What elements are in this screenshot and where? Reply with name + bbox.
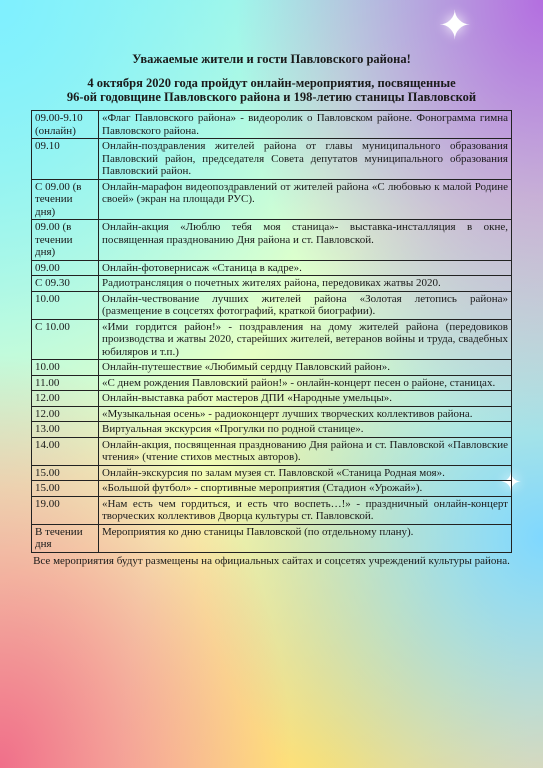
schedule-row	[32, 179, 512, 220]
sparkle-icon: ✦	[500, 468, 522, 497]
schedule-event: Онлайн-акция «Люблю тебя моя станица»- выставка-инсталляция в окне, посвященная празднованию Дня района и ст. Павловской.	[99, 220, 512, 261]
schedule-time: 10.00	[32, 291, 99, 319]
schedule-event: Онлайн-фотовернисаж «Станица в кадре».	[99, 260, 512, 276]
announcement	[31, 52, 512, 568]
sparkle-icon: ✦	[438, 3, 472, 48]
schedule-row	[32, 291, 512, 319]
schedule-row	[32, 524, 512, 552]
schedule-row	[32, 260, 512, 276]
schedule-row	[32, 220, 512, 261]
schedule-table	[31, 110, 512, 553]
schedule-event: Онлайн-марафон видеопоздравлений от жителей района «С любовью к малой Родине своей» (экран на площади РУС).	[99, 179, 512, 220]
schedule-time: 13.00	[32, 422, 99, 438]
schedule-event: «Флаг Павловского района» - видеоролик о Павловском районе. Фонограмма гимна Павловского района.	[99, 111, 512, 139]
schedule-row	[32, 496, 512, 524]
schedule-row	[32, 139, 512, 180]
schedule-event: «Музыкальная осень» - радиоконцерт лучших творческих коллективов района.	[99, 406, 512, 422]
greeting-heading: Уважаемые жители и гости Павловского района!	[132, 52, 411, 66]
schedule-row	[32, 319, 512, 360]
schedule-time: 15.00	[32, 465, 99, 481]
schedule-event: Виртуальная экскурсия «Прогулки по родной станице».	[99, 422, 512, 438]
schedule-event: Онлайн-выставка работ мастеров ДПИ «Народные умельцы».	[99, 391, 512, 407]
schedule-time: 19.00	[32, 496, 99, 524]
schedule-time: 10.00	[32, 360, 99, 376]
schedule-event: Онлайн-поздравления жителей района от главы муниципального образования Павловский район, председателя Совета депутатов муниципального образования Павловский район.	[99, 139, 512, 180]
schedule-time: 09.10	[32, 139, 99, 180]
schedule-time: В течении дня	[32, 524, 99, 552]
schedule-row	[32, 481, 512, 497]
schedule-time: 09.00-9.10 (онлайн)	[32, 111, 99, 139]
schedule-time: 09.00	[32, 260, 99, 276]
schedule-row	[32, 406, 512, 422]
intro-line-1: 4 октября 2020 года пройдут онлайн-мероприятия, посвященные	[87, 76, 456, 90]
schedule-row	[32, 391, 512, 407]
schedule-event: «Нам есть чем гордиться, и есть что воспеть…!» - праздничный онлайн-концерт творческих коллективов Дворца культуры ст. Павловской.	[99, 496, 512, 524]
schedule-event: «Большой футбол» - спортивные мероприятия (Стадион «Урожай»).	[99, 481, 512, 497]
schedule-time: С 09.30	[32, 276, 99, 292]
schedule-row	[32, 437, 512, 465]
schedule-time: С 10.00	[32, 319, 99, 360]
schedule-row	[32, 360, 512, 376]
schedule-time: 09.00 (в течении дня)	[32, 220, 99, 261]
schedule-time: С 09.00 (в течении дня)	[32, 179, 99, 220]
footer-note: Все мероприятия будут размещены на официальных сайтах и соцсетях учреждений культуры района.	[33, 554, 510, 567]
schedule-time: 12.00	[32, 406, 99, 422]
schedule-row	[32, 422, 512, 438]
schedule-event: Радиотрансляция о почетных жителях района, передовиках жатвы 2020.	[99, 276, 512, 292]
schedule-event: Онлайн-чествование лучших жителей района «Золотая летопись района» (размещение в соцсетях фотографий, краткой биографии).	[99, 291, 512, 319]
schedule-event: Онлайн-экскурсия по залам музея ст. Павловской «Станица Родная моя».	[99, 465, 512, 481]
schedule-event: Мероприятия ко дню станицы Павловской (по отдельному плану).	[99, 524, 512, 552]
schedule-time: 15.00	[32, 481, 99, 497]
schedule-event: «С днем рождения Павловский район!» - онлайн-концерт песен о районе, станицах.	[99, 375, 512, 391]
schedule-row	[32, 276, 512, 292]
schedule-event: Онлайн-путешествие «Любимый сердцу Павловский район».	[99, 360, 512, 376]
schedule-event: Онлайн-акция, посвященная празднованию Дня района и ст. Павловской «Павловские чтения» (чтение стихов местных авторов).	[99, 437, 512, 465]
schedule-event: «Ими гордится район!» - поздравления на дому жителей района (передовиков производства и жатвы 2020, старейших жителей, ветеранов войны и труда, свадебных юбиляров и т.п.)	[99, 319, 512, 360]
schedule-time: 14.00	[32, 437, 99, 465]
schedule-row	[32, 465, 512, 481]
schedule-time: 12.00	[32, 391, 99, 407]
schedule-row	[32, 375, 512, 391]
schedule-time: 11.00	[32, 375, 99, 391]
intro-line-2: 96-ой годовщине Павловского района и 198-летию станицы Павловской	[66, 90, 477, 104]
schedule-row	[32, 111, 512, 139]
